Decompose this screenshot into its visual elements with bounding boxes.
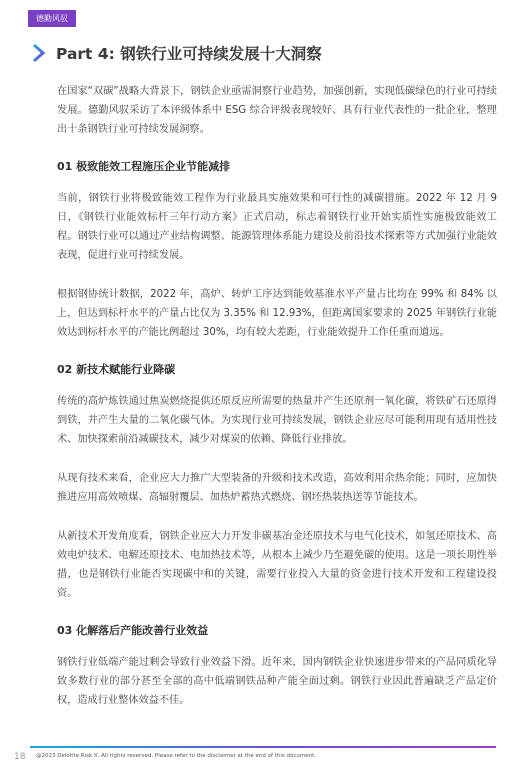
footer-disclaimer: @2023 Deloitte Risk X. All rights reserved. Please refer to the disclaimer at the end of this document. — [36, 753, 316, 759]
page-title-row — [28, 40, 322, 66]
body-paragraph: 当前，钢铁行业将极致能效工程作为行业最具实施效果和可行性的减碳措施。2022 年 12 月 9 日，《钢铁行业能效标杆三年行动方案》正式启动，标志着钢铁行业开始实质性实施极致能效工程。钢铁行业可以通过产业结构调整、能源管理体系能力建设及前沿技术探索等方式加强行业能效表现，促进行业可持续发展。 — [57, 193, 497, 261]
section-heading: 03 化解落后产能改善行业效益 — [57, 624, 209, 637]
page-title: Part 4: 钢铁行业可持续发展十大洞察 — [56, 45, 322, 63]
main-content — [57, 82, 497, 710]
footer-divider — [30, 746, 496, 748]
chevron-right-icon — [28, 42, 50, 64]
page-number: 18 — [14, 752, 26, 762]
section-tag: 德勤风驭 — [28, 10, 76, 27]
body-paragraph: 钢铁行业低端产能过剩会导致行业效益下滑。近年来，国内钢铁企业快速进步带来的产品同质化导致多数行业的部分甚至全部的高中低端钢铁品种产能全面过剩。钢铁行业因此普遍缺乏产品定价权，造成行业整体效益不佳。 — [57, 657, 497, 706]
section-heading: 01 极致能效工程施压企业节能减排 — [57, 160, 231, 173]
intro-paragraph: 在国家“双碳”战略大背景下，钢铁企业亟需洞察行业趋势，加强创新，实现低碳绿色的行业可持续发展。德勤风驭采访了本评级体系中 ESG 综合评级表现较好、具有行业代表性的一批企业，整理出十条钢铁行业可持续发展洞察。 — [57, 86, 497, 135]
body-paragraph: 从现有技术来看，企业应大力推广大型装备的升级和技术改造，高效利用余热余能；同时，应加快推进应用高效喷煤、高辐射覆层、加热炉蓄热式燃烧、钢坯热装热送等节能技术。 — [57, 473, 497, 503]
body-paragraph: 从新技术开发角度看，钢铁企业应大力开发非碳基冶金还原技术与电气化技术，如氢还原技术、高效电炉技术、电解还原技术、电加热技术等，从根本上减少乃至避免碳的使用。这是一项长期性举措，也是钢铁行业能否实现碳中和的关键，需要行业投入大量的资金进行技术开发和工程建设投资。 — [57, 531, 497, 599]
section-heading: 02 新技术赋能行业降碳 — [57, 363, 176, 376]
body-paragraph: 根据钢协统计数据，2022 年，高炉、转炉工序达到能效基准水平产量占比均在 99% 和 84% 以上，但达到标杆水平的产量占比仅为 3.35% 和 12.93%，但距离国家要求的 2025 年钢铁行业能效达到标杆水平的产能比例超过 30%，均有较大差距，行业能效提升工作任重而道远。 — [57, 289, 497, 338]
body-paragraph: 传统的高炉炼铁通过焦炭燃烧提供还原反应所需要的热量并产生还原剂一氧化碳，将铁矿石还原得到铁，并产生大量的二氧化碳气体。为实现行业可持续发展，钢铁企业应尽可能利用现有适用性技术、加快探索前沿减碳技术，减少对煤炭的依赖、降低行业排放。 — [57, 396, 497, 445]
